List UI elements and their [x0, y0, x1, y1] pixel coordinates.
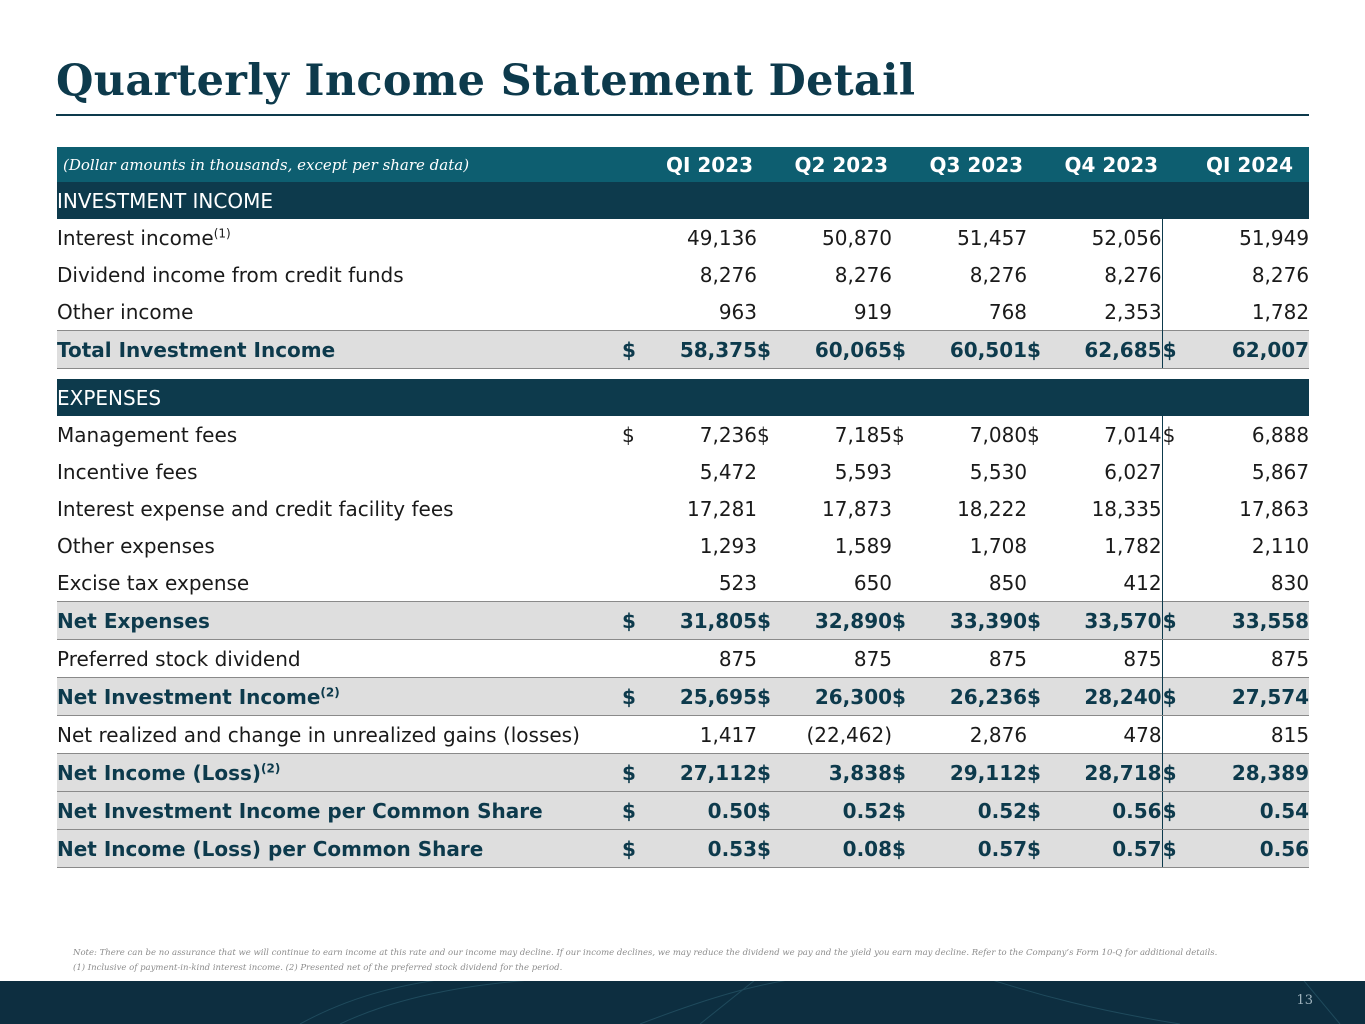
cell-value: 0.52 [789, 792, 892, 830]
cell-value: 28,389 [1194, 754, 1309, 792]
section-spacer [57, 369, 1309, 380]
cell-value: 523 [718, 570, 758, 595]
footnote-definitions: (1) Inclusive of payment-in-kind interest income. (2) Presented net of the preferred stock dividend for the period. [73, 963, 563, 973]
cell-value: 25,695 [654, 678, 757, 716]
cell-value: 830 [1270, 570, 1310, 595]
currency-symbol [622, 564, 654, 602]
footnote-marker: (2) [261, 760, 281, 775]
cell-value: 3,838 [789, 754, 892, 792]
row-label [57, 256, 622, 293]
currency-symbol [1162, 256, 1194, 293]
cell-value: 17,281 [687, 496, 758, 521]
cell-value: 1,293 [699, 533, 758, 558]
section-label: EXPENSES [57, 379, 1309, 416]
currency-symbol: $ [1027, 830, 1059, 868]
cell-value: 1,708 [969, 533, 1028, 558]
cell-value: 8,276 [969, 262, 1028, 287]
cell-value: 768 [988, 299, 1028, 324]
currency-symbol: $ [757, 331, 789, 369]
row-label-text: Other expenses [57, 533, 215, 558]
currency-symbol [1162, 564, 1194, 602]
table-row [57, 293, 1309, 331]
cell-value: 58,375 [654, 331, 757, 369]
row-label [57, 754, 622, 792]
units-note: (Dollar amounts in thousands, except per share data) [57, 147, 622, 182]
column-header-q4-2023: Q4 2023 [1027, 147, 1162, 182]
currency-symbol [1162, 219, 1194, 256]
row-label-text: Net Expenses [57, 608, 210, 633]
cell-value: 875 [718, 646, 758, 671]
row-label-text: Preferred stock dividend [57, 646, 301, 671]
cell-value: 1,589 [834, 533, 893, 558]
cell-value: 5,472 [699, 459, 758, 484]
cell-value: 850 [988, 570, 1028, 595]
row-label [57, 716, 622, 754]
cell-value: 0.50 [654, 792, 757, 830]
cell-value: 0.53 [654, 830, 757, 868]
row-label [57, 219, 622, 256]
cell-value: 17,873 [822, 496, 893, 521]
currency-symbol [757, 453, 789, 490]
cell-value: 50,870 [822, 225, 893, 250]
total-row [57, 678, 1309, 716]
cell-value: 6,027 [1104, 459, 1162, 484]
cell-value: 875 [853, 646, 893, 671]
cell-value: 62,685 [1059, 331, 1162, 369]
row-label-text: Incentive fees [57, 459, 198, 484]
cell-value: 919 [853, 299, 893, 324]
row-label-text: Interest income [57, 225, 214, 250]
table-row [57, 490, 1309, 527]
currency-symbol: $ [1027, 422, 1040, 447]
cell-value: 33,570 [1059, 602, 1162, 640]
currency-symbol: $ [1027, 331, 1059, 369]
cell-value: 62,007 [1194, 331, 1309, 369]
cell-value: 1,782 [1104, 533, 1162, 558]
currency-symbol [757, 527, 789, 564]
cell-value: 28,240 [1059, 678, 1162, 716]
section-header-expenses [57, 379, 1309, 416]
currency-symbol [1162, 527, 1194, 564]
cell-value: 963 [718, 299, 758, 324]
cell-value: 33,558 [1194, 602, 1309, 640]
currency-symbol: $ [757, 678, 789, 716]
table-row [57, 640, 1309, 678]
cell-value: 27,112 [654, 754, 757, 792]
currency-symbol: $ [1027, 754, 1059, 792]
section-label: INVESTMENT INCOME [57, 182, 1309, 219]
currency-symbol: $ [1162, 754, 1194, 792]
row-label [57, 678, 622, 716]
currency-symbol [757, 640, 789, 678]
currency-symbol [1027, 219, 1059, 256]
currency-symbol [757, 490, 789, 527]
currency-symbol [892, 490, 924, 527]
currency-symbol: $ [892, 602, 924, 640]
page-title: Quarterly Income Statement Detail [56, 56, 916, 106]
row-label-text: Other income [57, 299, 194, 324]
table-row [57, 416, 1309, 453]
table-row [57, 527, 1309, 564]
row-label [57, 490, 622, 527]
currency-symbol: $ [757, 792, 789, 830]
row-label-text: Net Income (Loss) per Common Share [57, 836, 484, 861]
row-label [57, 792, 622, 830]
total-row [57, 754, 1309, 792]
cell-value: 0.54 [1194, 792, 1309, 830]
disclaimer-note: Note: There can be no assurance that we will continue to earn income at this rate and our income may decline. If our income declines, we may reduce the dividend we pay and the yield you earn may decline. Refer to the Company’s Form 10-Q for additional details. [73, 948, 1218, 958]
currency-symbol: $ [622, 792, 654, 830]
currency-symbol [1162, 716, 1194, 754]
row-label [57, 830, 622, 868]
cell-value: 2,876 [969, 722, 1028, 747]
cell-value: 26,236 [924, 678, 1027, 716]
cell-value: 1,417 [699, 722, 758, 747]
currency-symbol: $ [1162, 331, 1194, 369]
table-row [57, 219, 1309, 256]
footnote-marker: (2) [320, 684, 340, 699]
cell-value: 7,014 [1104, 422, 1162, 447]
total-row [57, 792, 1309, 830]
currency-symbol: $ [1162, 602, 1194, 640]
currency-symbol: $ [622, 602, 654, 640]
cell-value: 32,890 [789, 602, 892, 640]
currency-symbol [1162, 640, 1194, 678]
currency-symbol [622, 716, 654, 754]
cell-value: 875 [988, 646, 1028, 671]
cell-value: 28,718 [1059, 754, 1162, 792]
row-label [57, 527, 622, 564]
currency-symbol [1027, 453, 1059, 490]
cell-value: 18,222 [957, 496, 1028, 521]
currency-symbol [622, 527, 654, 564]
column-header-q1-2023: QI 2023 [622, 147, 757, 182]
row-label-text: Net Investment Income [57, 684, 321, 709]
currency-symbol: $ [1162, 678, 1194, 716]
cell-value: 8,276 [834, 262, 893, 287]
cell-value: 0.57 [1059, 830, 1162, 868]
currency-symbol: $ [1162, 830, 1194, 868]
currency-symbol [622, 293, 654, 331]
currency-symbol: $ [757, 754, 789, 792]
currency-symbol: $ [622, 678, 654, 716]
cell-value: 26,300 [789, 678, 892, 716]
row-label-text: Net Investment Income per Common Share [57, 798, 543, 823]
currency-symbol: $ [622, 830, 654, 868]
cell-value: 0.56 [1194, 830, 1309, 868]
currency-symbol: $ [622, 754, 654, 792]
cell-value: 815 [1270, 722, 1310, 747]
currency-symbol: $ [892, 678, 924, 716]
title-divider [56, 114, 1309, 116]
cell-value: 2,353 [1104, 299, 1162, 324]
table-row [57, 453, 1309, 490]
currency-symbol [1027, 490, 1059, 527]
currency-symbol [622, 256, 654, 293]
column-header-q1-2024: QI 2024 [1162, 147, 1309, 182]
total-row [57, 331, 1309, 369]
total-row [57, 830, 1309, 868]
currency-symbol [892, 256, 924, 293]
cell-value: 33,390 [924, 602, 1027, 640]
row-label-text: Dividend income from credit funds [57, 262, 404, 287]
currency-symbol: $ [1027, 792, 1059, 830]
currency-symbol [892, 640, 924, 678]
currency-symbol: $ [622, 331, 654, 369]
currency-symbol [1162, 490, 1194, 527]
currency-symbol: $ [757, 602, 789, 640]
currency-symbol [1027, 256, 1059, 293]
cell-value: 412 [1123, 570, 1162, 595]
cell-value: 0.56 [1059, 792, 1162, 830]
currency-symbol [622, 219, 654, 256]
currency-symbol: $ [1162, 416, 1194, 453]
row-label-text: Management fees [57, 422, 238, 447]
row-label [57, 416, 622, 453]
column-header-q2-2023: Q2 2023 [757, 147, 892, 182]
currency-symbol [892, 527, 924, 564]
row-label-text: Net Income (Loss) [57, 760, 262, 785]
footer-band [0, 981, 1365, 1024]
currency-symbol [1027, 564, 1059, 602]
row-label-text: Net realized and change in unrealized gains (losses) [57, 722, 580, 747]
cell-value: 875 [1270, 646, 1310, 671]
currency-symbol [757, 219, 789, 256]
row-label [57, 602, 622, 640]
cell-value: 0.57 [924, 830, 1027, 868]
currency-symbol [757, 716, 789, 754]
cell-value: 5,867 [1251, 459, 1310, 484]
cell-value: 18,335 [1091, 496, 1162, 521]
currency-symbol: $ [1027, 678, 1059, 716]
table-row [57, 716, 1309, 754]
currency-symbol [1027, 640, 1059, 678]
currency-symbol: $ [757, 422, 770, 447]
page-number: 13 [1296, 993, 1313, 1008]
cell-value: 1,782 [1251, 299, 1310, 324]
footer-decoration-icon [0, 981, 1365, 1024]
cell-value: 8,276 [1104, 262, 1162, 287]
cell-value: 6,888 [1251, 422, 1310, 447]
currency-symbol: $ [1162, 792, 1194, 830]
currency-symbol: $ [892, 792, 924, 830]
currency-symbol: $ [892, 754, 924, 792]
currency-symbol [1027, 293, 1059, 331]
currency-symbol [892, 293, 924, 331]
row-label [57, 564, 622, 602]
cell-value: 8,276 [1251, 262, 1310, 287]
row-label [57, 331, 622, 369]
currency-symbol: $ [892, 331, 924, 369]
column-header-q3-2023: Q3 2023 [892, 147, 1027, 182]
footnotes [73, 946, 1303, 976]
cell-value: (22,462) [806, 722, 893, 747]
cell-value: 875 [1123, 646, 1162, 671]
currency-symbol [892, 453, 924, 490]
currency-symbol [892, 564, 924, 602]
row-label [57, 293, 622, 331]
row-label-text: Interest expense and credit facility fees [57, 496, 454, 521]
table-row [57, 256, 1309, 293]
cell-value: 5,530 [969, 459, 1028, 484]
income-statement-table [57, 147, 1309, 868]
cell-value: 29,112 [924, 754, 1027, 792]
currency-symbol [1162, 293, 1194, 331]
currency-symbol: $ [1027, 602, 1059, 640]
cell-value: 650 [853, 570, 893, 595]
cell-value: 7,185 [834, 422, 893, 447]
cell-value: 51,949 [1239, 225, 1310, 250]
cell-value: 60,065 [789, 331, 892, 369]
cell-value: 49,136 [687, 225, 758, 250]
cell-value: 52,056 [1091, 225, 1162, 250]
currency-symbol [892, 716, 924, 754]
row-label [57, 453, 622, 490]
currency-symbol [892, 219, 924, 256]
row-label-text: Total Investment Income [57, 337, 336, 362]
cell-value: 31,805 [654, 602, 757, 640]
currency-symbol [1162, 453, 1194, 490]
cell-value: 51,457 [957, 225, 1028, 250]
currency-symbol: $ [892, 422, 905, 447]
footnote-marker: (1) [213, 225, 231, 240]
row-label [57, 640, 622, 678]
currency-symbol: $ [757, 830, 789, 868]
currency-symbol [1027, 716, 1059, 754]
cell-value: 5,593 [834, 459, 893, 484]
cell-value: 8,276 [699, 262, 758, 287]
currency-symbol [622, 490, 654, 527]
row-label-text: Excise tax expense [57, 570, 250, 595]
currency-symbol [757, 564, 789, 602]
currency-symbol: $ [892, 830, 924, 868]
currency-symbol [622, 453, 654, 490]
currency-symbol [757, 293, 789, 331]
cell-value: 478 [1123, 722, 1162, 747]
cell-value: 60,501 [924, 331, 1027, 369]
cell-value: 7,236 [699, 422, 758, 447]
currency-symbol [757, 256, 789, 293]
cell-value: 0.08 [789, 830, 892, 868]
cell-value: 17,863 [1239, 496, 1310, 521]
cell-value: 27,574 [1194, 678, 1309, 716]
currency-symbol: $ [622, 422, 635, 447]
total-row [57, 602, 1309, 640]
currency-symbol [622, 640, 654, 678]
table-row [57, 564, 1309, 602]
section-header-investment-income [57, 182, 1309, 219]
currency-symbol [1027, 527, 1059, 564]
cell-value: 0.52 [924, 792, 1027, 830]
table-header-row [57, 147, 1309, 182]
cell-value: 7,080 [969, 422, 1028, 447]
cell-value: 2,110 [1251, 533, 1310, 558]
